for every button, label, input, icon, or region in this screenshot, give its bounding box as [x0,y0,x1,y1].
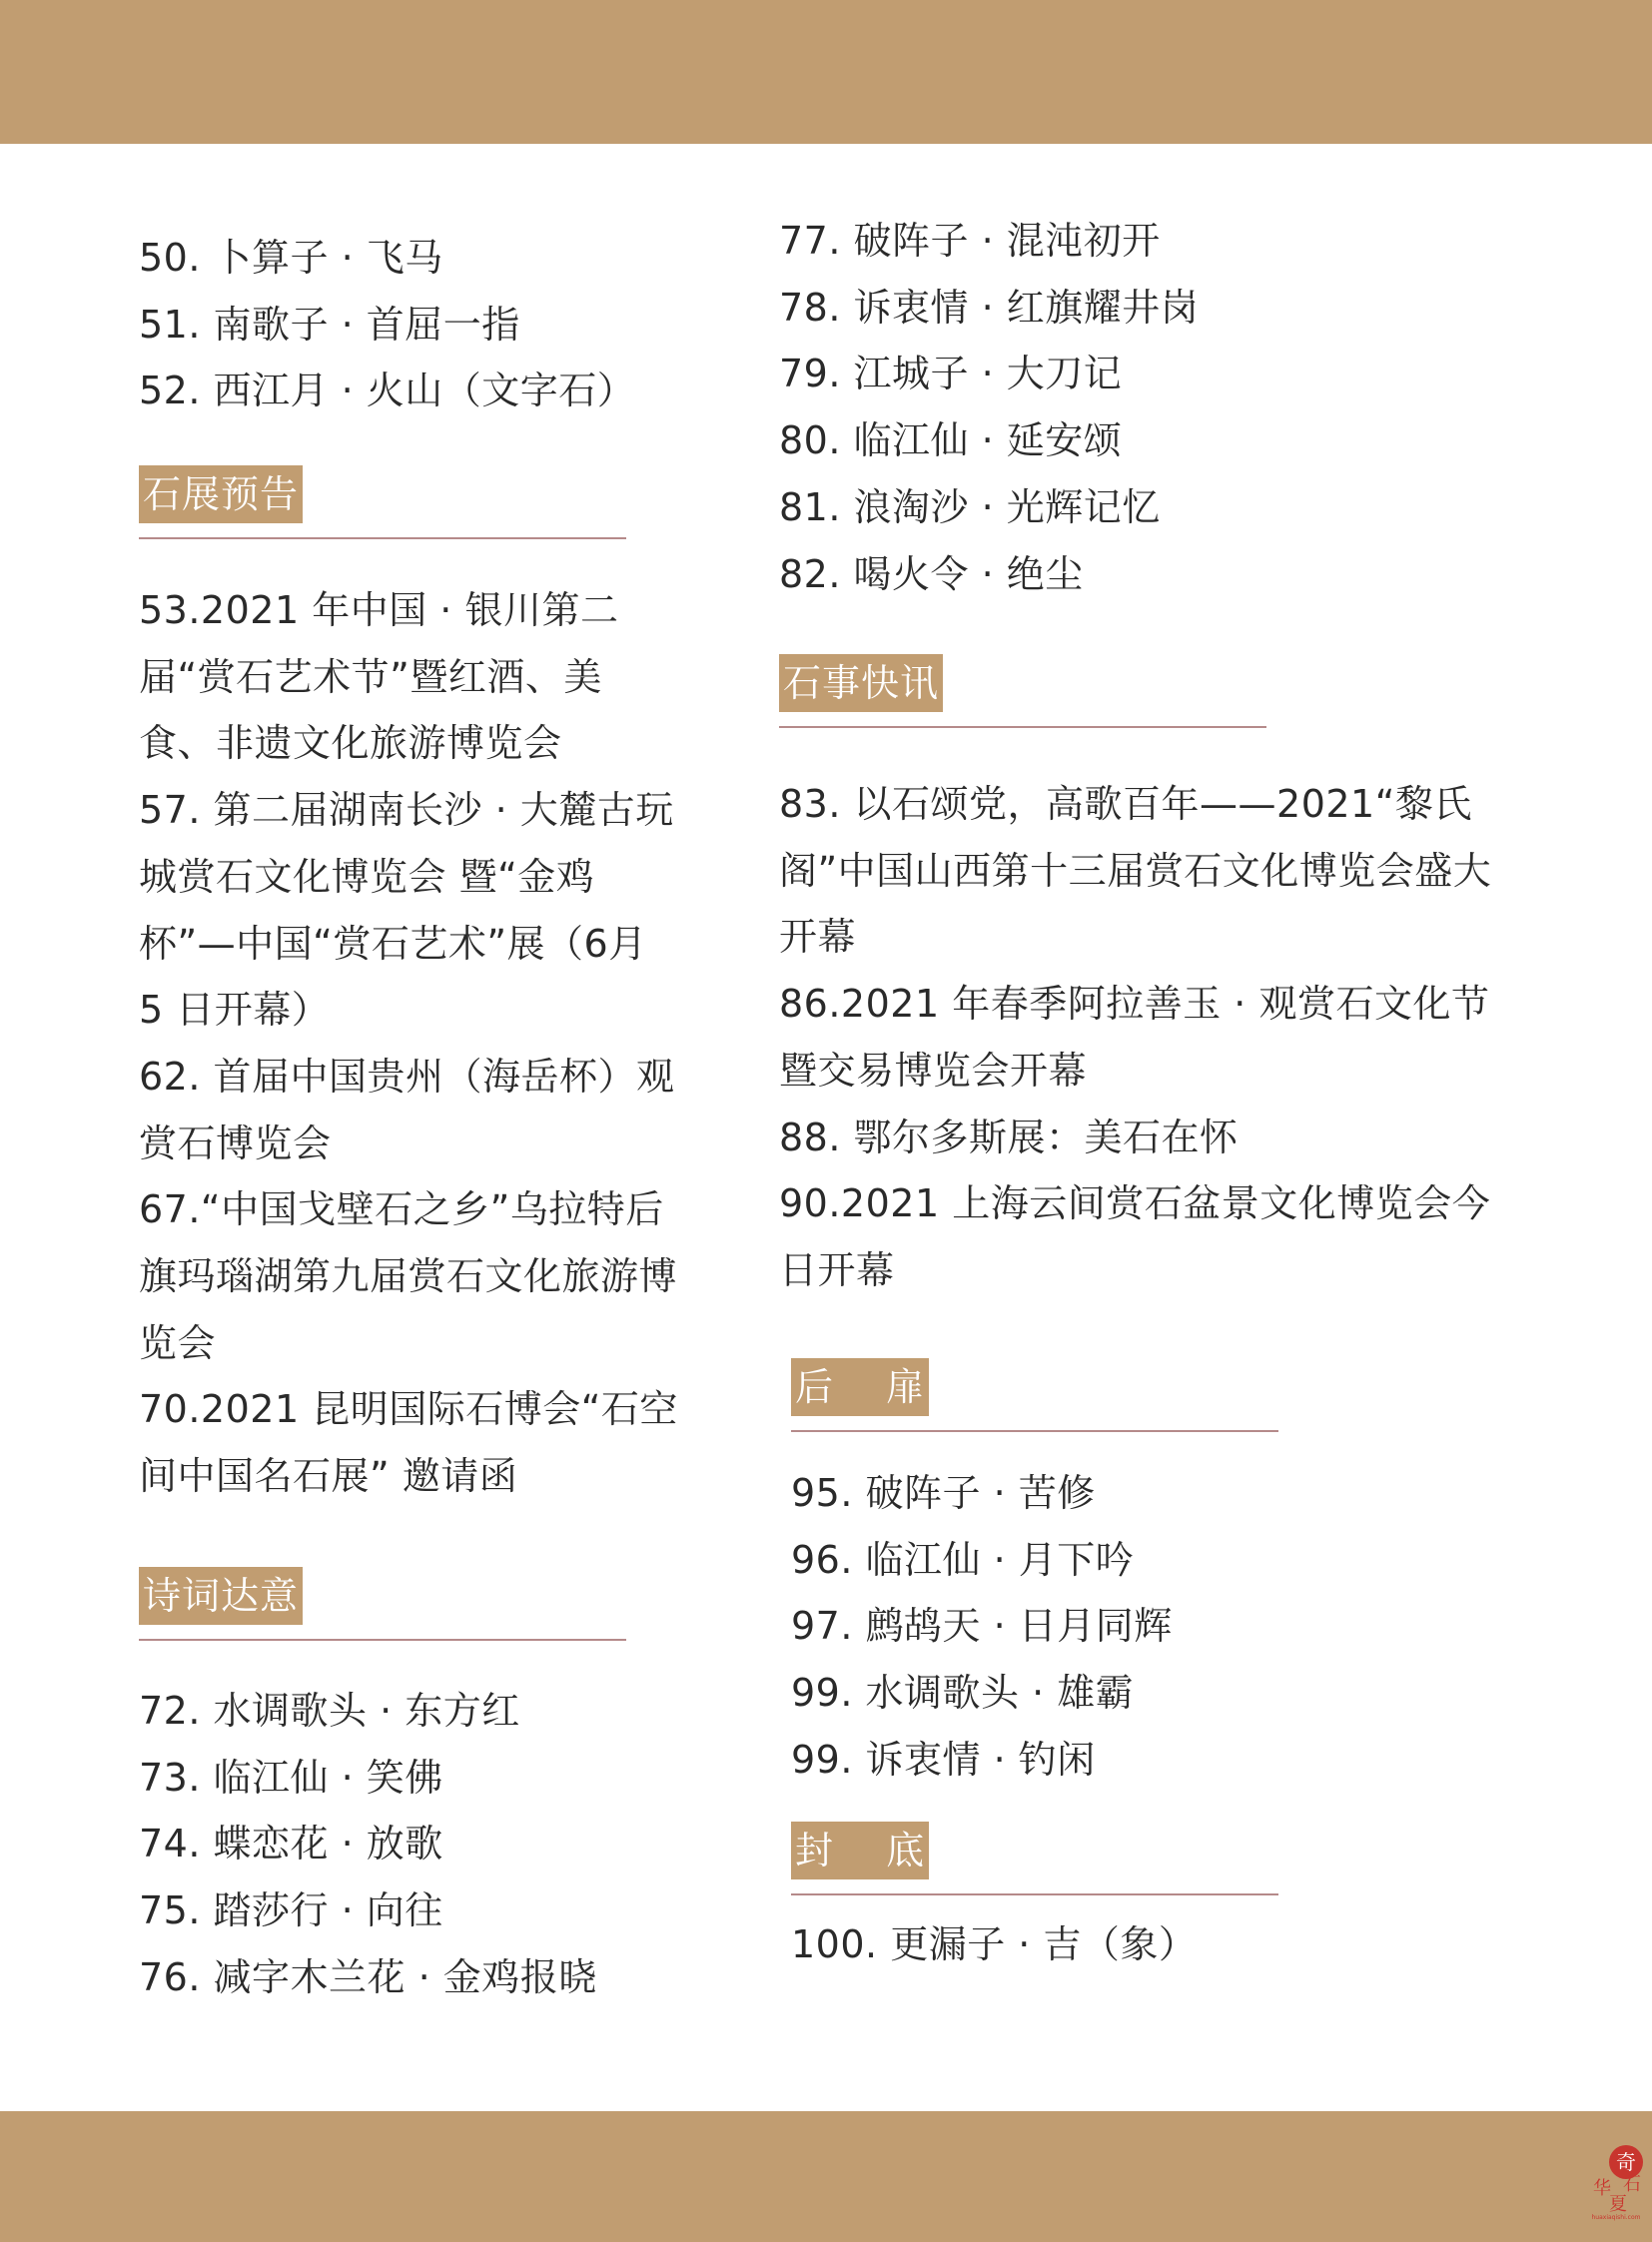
toc-item[interactable]: 95. 破阵子 · 苦修 [791,1471,1096,1515]
logo-char: 华 [1593,2178,1611,2199]
toc-right-group-2 [779,771,1498,1304]
logo-char: 夏 [1609,2194,1627,2215]
toc-item[interactable]: 81. 浪淘沙 · 光辉记忆 [779,484,1161,529]
toc-item[interactable]: 67.“中国戈壁石之乡”乌拉特后旗玛瑙湖第九届赏石文化旅游博览会 [139,1187,678,1365]
bottom-color-band [0,2111,1652,2242]
logo-url: huaxiaqishi.com [1591,2214,1641,2221]
section-title: 石展预告 [139,465,303,523]
toc-item[interactable]: 76. 减字木兰花 · 金鸡报晓 [139,1954,597,1999]
top-color-band [0,0,1652,144]
toc-right-group-3 [791,1460,1510,1794]
section-rule [779,726,1266,728]
toc-left-group-3 [139,1678,698,2011]
section-header-shishi [779,654,1498,764]
toc-item[interactable]: 97. 鹧鸪天 · 日月同辉 [791,1604,1173,1649]
toc-item[interactable]: 83. 以石颂党，高歌百年——2021“黎氏阁”中国山西第十三届赏石文化博览会盛大开幕 [779,782,1492,960]
section-title: 封 底 [791,1822,929,1879]
toc-item[interactable]: 75. 踏莎行 · 向往 [139,1888,443,1933]
logo-char: 石 [1623,2174,1641,2195]
section-rule [139,1639,626,1641]
toc-item[interactable]: 77. 破阵子 · 混沌初开 [779,219,1161,263]
toc-item[interactable]: 96. 临江仙 · 月下吟 [791,1537,1135,1582]
section-rule [791,1430,1278,1432]
toc-item[interactable]: 100. 更漏子 · 吉（象） [791,1922,1198,1966]
toc-item[interactable]: 99. 诉衷情 · 钓闲 [791,1737,1096,1782]
toc-item[interactable]: 53.2021 年中国 · 银川第二届“赏石艺术节”暨红酒、美食、非遗文化旅游博览会 [139,588,619,766]
section-title: 石事快讯 [779,654,943,712]
toc-item[interactable]: 88. 鄂尔多斯展：美石在怀 [779,1115,1239,1159]
toc-item[interactable]: 70.2021 昆明国际石博会“石空间中国名石展” 邀请函 [139,1387,678,1499]
section-title: 后 扉 [791,1358,929,1416]
site-logo-icon [1588,2142,1644,2222]
section-header-shici [139,1567,698,1677]
toc-item[interactable]: 51. 南歌子 · 首屈一指 [139,302,520,347]
toc-item[interactable]: 78. 诉衷情 · 红旗耀井岗 [779,285,1200,330]
toc-item[interactable]: 50. 卜算子 · 飞马 [139,236,443,280]
toc-item[interactable]: 62. 首届中国贵州（海岳杯）观赏石博览会 [139,1054,675,1165]
logo-char: 奇 [1616,2150,1636,2174]
toc-item[interactable]: 52. 西江月 · 火山（文字石） [139,369,636,413]
toc-left-group-2 [139,577,698,1510]
toc-item[interactable]: 82. 喝火令 · 绝尘 [779,551,1084,596]
toc-item[interactable]: 80. 临江仙 · 延安颂 [779,418,1123,463]
section-header-houfei [791,1358,1510,1468]
toc-item[interactable]: 90.2021 上海云间赏石盆景文化博览会今日开幕 [779,1181,1491,1292]
toc-item[interactable]: 73. 临江仙 · 笑佛 [139,1755,443,1800]
toc-item[interactable]: 86.2021 年春季阿拉善玉 · 观赏石文化节暨交易博览会开幕 [779,982,1490,1093]
section-header-shizhan [139,465,698,575]
toc-right-group-1 [779,208,1498,607]
section-rule [791,1893,1278,1895]
section-title: 诗词达意 [139,1567,303,1625]
toc-item[interactable]: 79. 江城子 · 大刀记 [779,352,1123,396]
toc-left-group-1 [139,225,698,424]
toc-item[interactable]: 72. 水调歌头 · 东方红 [139,1689,520,1733]
section-rule [139,537,626,539]
toc-item[interactable]: 99. 水调歌头 · 雄霸 [791,1671,1135,1716]
toc-right-group-4 [791,1911,1510,1978]
toc-item[interactable]: 57. 第二届湖南长沙 · 大麓古玩城赏石文化博览会 暨“金鸡杯”—中国“赏石艺术”展（6月 5 日开幕） [139,788,674,1033]
toc-item[interactable]: 74. 蝶恋花 · 放歌 [139,1822,443,1867]
